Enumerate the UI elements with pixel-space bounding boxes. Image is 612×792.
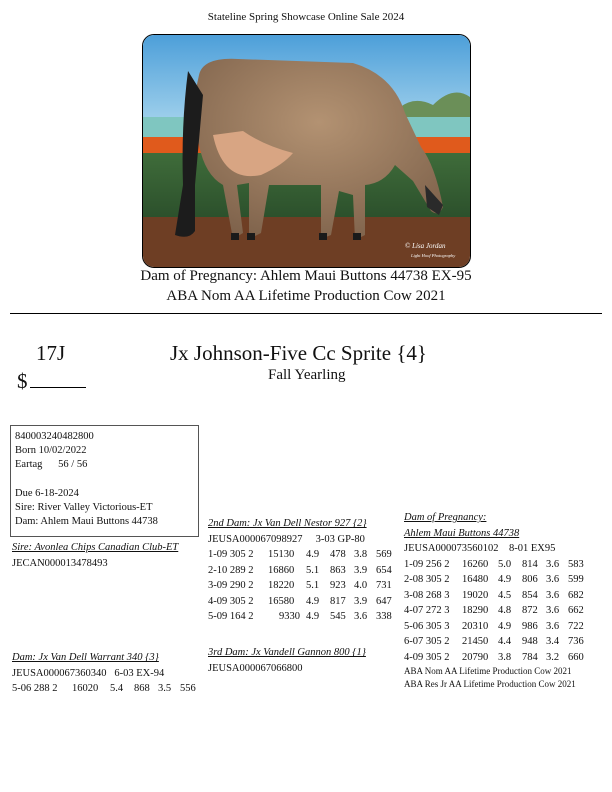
third-dam-block: [208, 645, 366, 676]
record-cell: 736: [568, 636, 584, 647]
record-cell: 16860: [268, 564, 295, 576]
table-row: [404, 557, 584, 573]
record-cell: 9330: [279, 611, 300, 622]
second-dam-reg: JEUSA000067098927 3-03 GP-80: [208, 533, 365, 545]
record-cell: 583: [568, 558, 584, 570]
sire-reg: JECAN000013478493: [12, 557, 108, 569]
record-cell: 1-09 256 2: [404, 558, 450, 570]
dop-heading-1: Dam of Pregnancy:: [404, 512, 487, 523]
record-cell: 4.0: [354, 580, 368, 591]
third-dam-reg: JEUSA000067066800: [208, 662, 303, 674]
info-dam: Dam: Ahlem Maui Buttons 44738: [15, 516, 158, 528]
table-row: [404, 603, 584, 619]
record-cell: 731: [376, 580, 392, 591]
record-cell: 660: [568, 651, 584, 663]
record-cell: 3.8: [354, 549, 368, 560]
record-cell: 4.4: [498, 636, 512, 647]
photo-credit: © Lisa Jordan: [405, 242, 446, 250]
record-cell: 478: [330, 549, 346, 560]
record-cell: 5-06 288 2: [12, 683, 58, 694]
record-cell: 556: [180, 683, 196, 694]
record-cell: 4-09 305 2: [404, 651, 450, 663]
record-cell: 3.6: [354, 611, 368, 622]
table-row: [208, 594, 392, 610]
record-cell: 817: [330, 595, 346, 607]
record-cell: 3-08 268 3: [404, 589, 450, 601]
table-row: [404, 619, 584, 635]
dop-records: [404, 557, 584, 666]
table-row: [404, 588, 584, 604]
table-row: [208, 547, 392, 563]
dam-block: [12, 650, 196, 697]
record-cell: 3.6: [546, 589, 560, 601]
animal-name: Jx Johnson-Five Cc Sprite {4}: [170, 341, 427, 365]
record-cell: 986: [522, 620, 538, 632]
info-due: Due 6-18-2024: [15, 487, 79, 499]
info-eartag: Eartag 56 / 56: [15, 459, 88, 471]
dop-award-1: ABA Nom AA Lifetime Production Cow 2021: [404, 666, 572, 676]
cow-photo: [142, 34, 471, 268]
record-cell: 784: [522, 651, 538, 663]
record-cell: 722: [568, 620, 584, 632]
record-cell: 3.8: [498, 651, 512, 663]
record-cell: 654: [376, 564, 392, 576]
table-row: [208, 563, 392, 579]
record-cell: 3.5: [158, 683, 172, 694]
record-cell: 806: [522, 574, 538, 585]
record-cell: 5.1: [306, 564, 320, 576]
record-cell: 5-09 164 2: [208, 611, 254, 622]
record-cell: 5.4: [110, 683, 124, 694]
record-cell: 20790: [462, 651, 489, 663]
record-cell: 3.2: [546, 651, 560, 663]
record-cell: 569: [376, 549, 392, 560]
record-cell: 16480: [462, 574, 489, 585]
dam-heading: Dam: Jx Van Dell Warrant 340 {3}: [12, 652, 159, 663]
record-cell: 3.9: [354, 595, 368, 607]
caption-line-2: ABA Nom AA Lifetime Production Cow 2021: [166, 288, 446, 304]
record-cell: 15130: [268, 549, 295, 560]
table-row: [404, 650, 584, 666]
record-cell: 4.5: [498, 589, 512, 601]
sire-heading: Sire: Avonlea Chips Canadian Club-ET: [12, 542, 179, 553]
second-dam-records: [208, 547, 392, 625]
dam-of-pregnancy-block: [404, 510, 584, 690]
sire-block: [12, 540, 178, 571]
record-cell: 16580: [268, 595, 295, 607]
record-cell: 599: [568, 574, 584, 585]
record-cell: 20310: [462, 620, 489, 632]
record-cell: 18220: [268, 580, 295, 591]
record-cell: 4.9: [306, 595, 320, 607]
record-cell: 2-08 305 2: [404, 574, 450, 585]
record-cell: 4.8: [498, 605, 512, 616]
record-cell: 16020: [72, 683, 99, 694]
dop-award-2: ABA Res Jr AA Lifetime Production Cow 2021: [404, 678, 576, 689]
record-cell: 863: [330, 564, 346, 576]
record-cell: 545: [330, 611, 346, 622]
dam-reg: JEUSA000067360340 6-03 EX-94: [12, 667, 165, 679]
info-sire: Sire: River Valley Victorious-ET: [15, 501, 153, 513]
record-cell: 4-07 272 3: [404, 605, 450, 616]
record-cell: 923: [330, 580, 346, 591]
sale-title: Stateline Spring Showcase Online Sale 2024: [207, 11, 405, 23]
divider: [10, 313, 602, 314]
record-cell: 868: [134, 683, 150, 694]
record-cell: 3-09 290 2: [208, 580, 254, 591]
record-cell: 18290: [462, 605, 489, 616]
record-cell: 682: [568, 589, 584, 601]
second-dam-heading: 2nd Dam: Jx Van Dell Nestor 927 {2}: [208, 518, 367, 529]
record-cell: 2-10 289 2: [208, 564, 254, 576]
record-cell: 814: [522, 558, 538, 570]
info-born: Born 10/02/2022: [15, 445, 87, 457]
record-cell: 19020: [462, 589, 489, 601]
info-box: [10, 425, 199, 537]
table-row: [404, 634, 584, 650]
record-cell: 5.1: [306, 580, 320, 591]
record-cell: 948: [522, 636, 538, 647]
photo-credit-sub: Light Hoof Photography: [411, 253, 456, 258]
second-dam-block: [208, 516, 392, 625]
lot-number: 17J: [36, 341, 66, 365]
price-symbol: $: [17, 369, 28, 393]
record-cell: 4.9: [306, 611, 320, 622]
dop-heading-2: Ahlem Maui Buttons 44738: [404, 527, 520, 539]
record-cell: 3.6: [546, 605, 560, 616]
animal-class: Fall Yearling: [268, 367, 346, 383]
dam-records: [12, 681, 196, 697]
info-id: 840003240482800: [15, 431, 94, 442]
record-cell: 3.6: [546, 558, 560, 570]
record-cell: 4-09 305 2: [208, 595, 254, 607]
record-cell: 4.9: [498, 574, 512, 585]
record-cell: 5.0: [498, 558, 512, 570]
third-dam-heading: 3rd Dam: Jx Vandell Gannon 800 {1}: [208, 647, 366, 658]
record-cell: 3.6: [546, 574, 560, 585]
record-cell: 21450: [462, 636, 489, 647]
record-cell: 872: [522, 605, 538, 616]
record-cell: 3.9: [354, 564, 368, 576]
record-cell: 3.4: [546, 636, 560, 647]
record-cell: 662: [568, 605, 584, 616]
table-row: [208, 609, 392, 625]
record-cell: 4.9: [498, 620, 512, 632]
record-cell: 854: [522, 589, 538, 601]
table-row: [404, 572, 584, 588]
record-cell: 1-09 305 2: [208, 549, 254, 560]
record-cell: 338: [376, 611, 392, 622]
price-field: [17, 369, 86, 394]
record-cell: 6-07 305 2: [404, 636, 450, 647]
table-row: [208, 578, 392, 594]
record-cell: 3.6: [546, 620, 560, 632]
record-cell: 16260: [462, 558, 489, 570]
dop-reg: JEUSA000073560102 8-01 EX95: [404, 543, 556, 554]
record-cell: 4.9: [306, 549, 320, 560]
record-cell: 5-06 305 3: [404, 620, 450, 632]
price-blank: [30, 369, 86, 388]
record-cell: 647: [376, 595, 392, 607]
table-row: [12, 681, 196, 697]
caption-line-1: Dam of Pregnancy: Ahlem Maui Buttons 44738 EX-95: [140, 268, 472, 284]
